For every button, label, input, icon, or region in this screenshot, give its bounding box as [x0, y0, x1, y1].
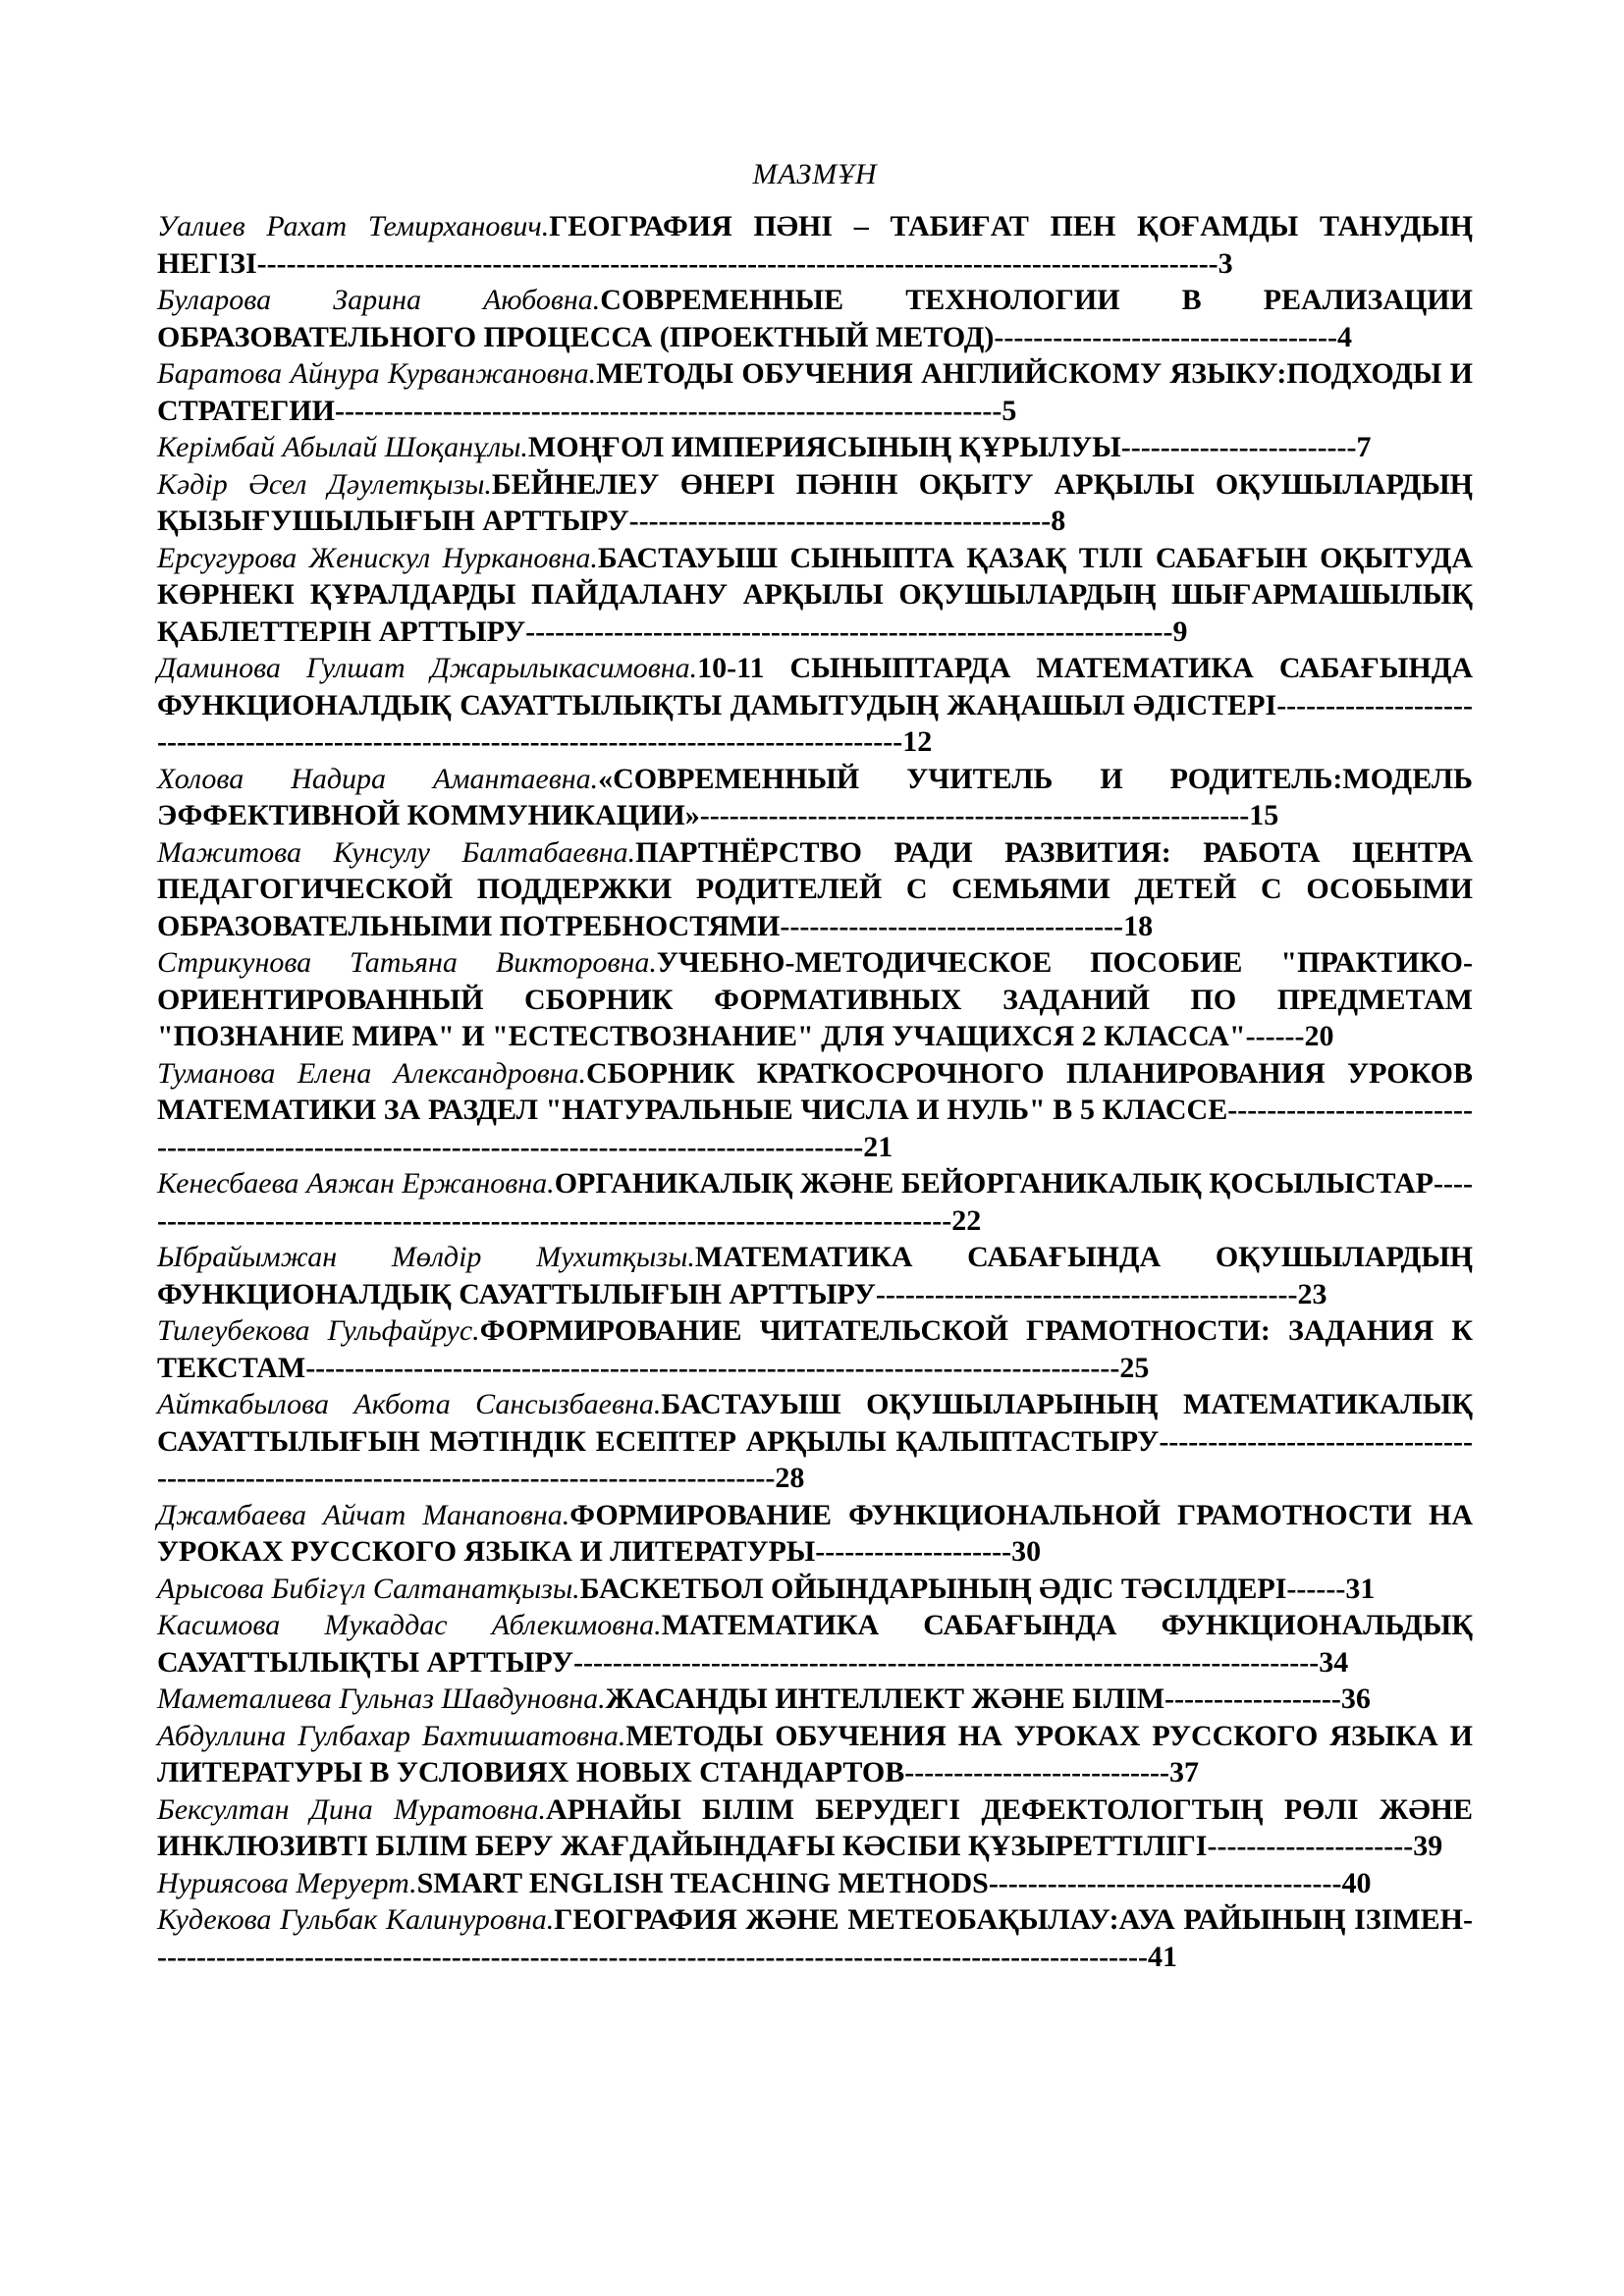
toc-entry-author: Баратова Айнура Курванжановна. — [157, 357, 597, 390]
toc-entry — [157, 540, 1473, 651]
toc-entry-page-number: 8 — [1051, 505, 1066, 537]
toc-entry — [157, 1607, 1473, 1681]
toc-entry-title: СБОРНИК КРАТКОСРОЧНОГО ПЛАНИРОВАНИЯ УРОКОВ МАТЕМАТИКИ ЗА РАЗДЕЛ "НАТУРАЛЬНЫЕ ЧИСЛА И НУЛЬ" В 5 КЛАССЕ — [157, 1056, 1473, 1126]
toc-entry-title: СОВРЕМЕННЫЕ ТЕХНОЛОГИИ В РЕАЛИЗАЦИИ ОБРАЗОВАТЕЛЬНОГО ПРОЦЕССА (ПРОЕКТНЫЙ МЕТОД) — [157, 284, 1473, 353]
toc-entry-page-number: 4 — [1337, 320, 1353, 353]
toc-entry-page-number: 28 — [775, 1462, 805, 1494]
toc-entry-title: ФОРМИРОВАНИЕ ЧИТАТЕЛЬСКОЙ ГРАМОТНОСТИ: ЗАДАНИЯ К ТЕКСТАМ — [157, 1314, 1474, 1384]
toc-entry-title: МАТЕМАТИКА САБАҒЫНДА ОҚУШЫЛАРДЫҢ ФУНКЦИОНАЛДЫҚ САУАТТЫЛЫҒЫН АРТТЫРУ — [157, 1241, 1473, 1310]
toc-entry-title: SMART ENGLISH TEACHING METHODS — [416, 1866, 989, 1899]
toc-entry — [157, 1791, 1473, 1865]
toc-entry-author: Арысова Бибігүл Салтанатқызы. — [157, 1572, 580, 1605]
toc-entry-page-number: 36 — [1340, 1682, 1371, 1715]
toc-entry-page-number: 31 — [1345, 1572, 1376, 1605]
toc-entry-author: Мажитова Кунсулу Балтабаевна. — [157, 835, 636, 869]
toc-entry-author: Холова Надира Амантаевна. — [157, 762, 599, 795]
toc-entry-page-number: 9 — [1172, 614, 1188, 648]
toc-entry — [157, 1386, 1473, 1497]
toc-entry-author: Кәдір Әсел Дәулетқызы. — [157, 467, 492, 501]
toc-entry — [157, 1865, 1473, 1902]
page-title: МАЗМҰН — [752, 158, 878, 190]
toc-entry-leader: -------------------------------------------------------------------------------------------------- — [256, 246, 1218, 280]
toc-entry-page-number: 5 — [1001, 394, 1017, 427]
toc-entry-leader: ----------------------------------- — [994, 320, 1338, 353]
toc-entry-title: ФОРМИРОВАНИЕ ФУНКЦИОНАЛЬНОЙ ГРАМОТНОСТИ НА УРОКАХ РУССКОГО ЯЗЫКА И ЛИТЕРАТУРЫ — [157, 1498, 1473, 1568]
toc-entry-author: Джамбаева Айчат Манаповна. — [157, 1498, 570, 1531]
toc-entry-page-number: 37 — [1169, 1756, 1200, 1789]
toc-entry-author: Ерсугурова Женискул Нуркановна. — [157, 541, 598, 574]
toc-entry-leader: ------------------------------------------- — [628, 505, 1052, 537]
toc-entry-author: Кудекова Гульбак Калинуровна. — [157, 1903, 555, 1936]
toc-entry — [157, 1055, 1473, 1166]
toc-entry-title: БАСТАУЫШ ОҚУШЫЛАРЫНЫҢ МАТЕМАТИКАЛЫҚ САУАТТЫЛЫҒЫН МӘТІНДІК ЕСЕПТЕР АРҚЫЛЫ ҚАЛЫПТАСТЫРУ — [157, 1388, 1473, 1458]
toc-entry — [157, 944, 1473, 1055]
toc-entry-page-number: 40 — [1341, 1866, 1372, 1899]
toc-entry-author: Керімбай Абылай Шоқанұлы. — [157, 431, 528, 463]
toc-entry-leader: -------------------------------------------------------------------- — [334, 394, 1002, 427]
toc-entry-leader: ------------------------------------ — [988, 1866, 1342, 1899]
toc-entry — [157, 282, 1473, 355]
toc-entry-page-number: 25 — [1119, 1351, 1150, 1384]
toc-entry-page-number: 22 — [951, 1203, 982, 1237]
toc-entry-title: БАСКЕТБОЛ ОЙЫНДАРЫНЫҢ ӘДІС ТӘСІЛДЕРІ — [579, 1572, 1287, 1605]
toc-entry-page-number: 20 — [1304, 1020, 1334, 1052]
toc-entry-title: БЕЙНЕЛЕУ ӨНЕРІ ПӘНІН ОҚЫТУ АРҚЫЛЫ ОҚУШЫЛАРДЫҢ ҚЫЗЫҒУШЫЛЫҒЫН АРТТЫРУ — [157, 467, 1473, 537]
toc-entry-leader: ------------------------------------------- — [875, 1277, 1298, 1310]
toc-entry-page-number: 41 — [1148, 1940, 1178, 1973]
toc-entry — [157, 761, 1473, 834]
document-page — [157, 155, 1473, 1975]
toc-entry-leader: -------------------- — [815, 1535, 1012, 1568]
toc-entry-title: ПАРТНЁРСТВО РАДИ РАЗВИТИЯ: РАБОТА ЦЕНТРА ПЕДАГОГИЧЕСКОЙ ПОДДЕРЖКИ РОДИТЕЛЕЙ С СЕМЬЯМИ ДЕТЕЙ С ОСОБЫМИ ОБРАЗОВАТЕЛЬНЫМИ ПОТРЕБНОСТЯМИ — [157, 835, 1474, 942]
toc-entry-title: ЖАСАНДЫ ИНТЕЛЛЕКТ ЖӘНЕ БІЛІМ — [605, 1682, 1165, 1715]
toc-entry-title: ГЕОГРАФИЯ ЖӘНЕ МЕТЕОБАҚЫЛАУ:АУА РАЙЫНЫҢ ІЗІМЕН — [554, 1903, 1463, 1936]
toc-entry-title: АРНАЙЫ БІЛІМ БЕРУДЕГІ ДЕФЕКТОЛОГТЫҢ РӨЛІ ЖӘНЕ ИНКЛЮЗИВТІ БІЛІМ БЕРУ ЖАҒДАЙЫНДАҒЫ КӘСІБИ ҚҰЗЫРЕТТІЛІГІ — [157, 1792, 1473, 1862]
toc-entry-author: Тилеубекова Гульфайрус. — [157, 1314, 480, 1347]
toc-entry-title: МАТЕМАТИКА САБАҒЫНДА ФУНКЦИОНАЛЬДЫҚ САУАТТЫЛЫҚТЫ АРТТЫРУ — [157, 1609, 1473, 1679]
toc-entry-leader: ------ — [1286, 1572, 1346, 1605]
toc-entry-leader: ------------------------------------------------------------------------------------------------- — [157, 1094, 1473, 1163]
toc-entry-page-number: 39 — [1413, 1830, 1443, 1862]
toc-entry-author: Даминова Гулшат Джарылыкасимовна. — [157, 652, 698, 684]
toc-entry-title: «СОВРЕМЕННЫЙ УЧИТЕЛЬ И РОДИТЕЛЬ:МОДЕЛЬ ЭФФЕКТИВНОЙ КОММУНИКАЦИИ» — [157, 762, 1473, 831]
toc-entry-author: Бексултан Дина Муратовна. — [157, 1792, 547, 1826]
toc-entry-leader: ----------------------------------------------------------------------------------------------- — [157, 1424, 1473, 1494]
toc-entry-page-number: 3 — [1218, 246, 1233, 280]
toc-entry — [157, 834, 1473, 945]
toc-entry-leader: ----------------------------------------------------------------------------------- — [305, 1351, 1120, 1384]
toc-entry-leader: ------ — [1245, 1020, 1305, 1052]
toc-entry — [157, 429, 1473, 466]
toc-entry-author: Уалиев Рахат Темирханович. — [157, 210, 550, 242]
toc-entry — [157, 1571, 1473, 1608]
toc-entry — [157, 1681, 1473, 1718]
toc-entry-leader: ----------------------------------- — [780, 909, 1124, 942]
toc-entry-leader: ------------------ — [1164, 1682, 1341, 1715]
toc-entry-page-number: 30 — [1011, 1535, 1042, 1568]
toc-entry-title: МЕТОДЫ ОБУЧЕНИЯ АНГЛИЙСКОМУ ЯЗЫКУ:ПОДХОДЫ И СТРАТЕГИИ — [157, 357, 1474, 427]
toc-entry — [157, 208, 1473, 282]
toc-entry — [157, 1312, 1473, 1386]
toc-entry-author: Кенесбаева Аяжан Ержановна. — [157, 1167, 555, 1200]
toc-entry — [157, 1497, 1473, 1571]
toc-entry-leader: ------------------------------------------------------------------------------------------------------ — [157, 1903, 1473, 1973]
toc-entry-page-number: 34 — [1319, 1645, 1349, 1679]
toc-entry — [157, 1901, 1473, 1975]
toc-entry-title: БАСТАУЫШ СЫНЫПТА ҚАЗАҚ ТІЛІ САБАҒЫН ОҚЫТУДА КӨРНЕКІ ҚҰРАЛДАРДЫ ПАЙДАЛАНУ АРҚЫЛЫ ОҚУШЫЛАРДЫҢ ШЫҒАРМАШЫЛЫҚ ҚАБЛЕТТЕРІН АРТТЫРУ — [157, 541, 1473, 648]
toc-entry-leader: ------------------------------------------------------------------------------------- — [157, 1167, 1473, 1237]
toc-entry-author: Маметалиева Гульназ Шавдуновна. — [157, 1682, 606, 1715]
toc-entry-author: Айткабылова Акбота Сансызбаевна. — [157, 1388, 662, 1420]
toc-entry-page-number: 12 — [902, 725, 933, 758]
toc-entry-author: Касимова Мукаддас Аблекимовна. — [157, 1609, 662, 1641]
toc-entry — [157, 650, 1473, 761]
toc-entry — [157, 1165, 1473, 1239]
toc-entry-leader: ------------------------ — [1120, 431, 1357, 463]
toc-entry-title: МОҢҒОЛ ИМПЕРИЯСЫНЫҢ ҚҰРЫЛУЫ — [527, 431, 1121, 463]
toc-entry-leader: ------------------------------------------------------------------------------------------------ — [157, 688, 1473, 758]
toc-entry-title: УЧЕБНО-МЕТОДИЧЕСКОЕ ПОСОБИЕ "ПРАКТИКО-ОРИЕНТИРОВАННЫЙ СБОРНИК ФОРМАТИВНЫХ ЗАДАНИЙ ПО ПРЕДМЕТАМ "ПОЗНАНИЕ МИРА" И "ЕСТЕСТВОЗНАНИЕ" ДЛЯ УЧАЩИХСЯ 2 КЛАССА" — [157, 946, 1473, 1052]
toc-entry-page-number: 15 — [1249, 799, 1279, 831]
toc-entry-author: Нуриясова Меруерт. — [157, 1866, 417, 1899]
toc-entry-page-number: 23 — [1297, 1277, 1327, 1310]
toc-entry-leader: -------------------------------------------------------- — [699, 799, 1250, 831]
toc-entry-author: Буларова Зарина Аюбовна. — [157, 284, 601, 316]
toc-entry-title: МЕТОДЫ ОБУЧЕНИЯ НА УРОКАХ РУССКОГО ЯЗЫКА И ЛИТЕРАТУРЫ В УСЛОВИЯХ НОВЫХ СТАНДАРТОВ — [157, 1719, 1473, 1789]
toc-entry — [157, 466, 1473, 540]
toc-entry-title: ОРГАНИКАЛЫҚ ЖӘНЕ БЕЙОРГАНИКАЛЫҚ ҚОСЫЛЫСТАР — [554, 1167, 1435, 1200]
toc-entry — [157, 355, 1473, 429]
toc-entry-leader: --------------------------- — [904, 1756, 1170, 1789]
toc-entry-author: Абдуллина Гулбахар Бахтишатовна. — [157, 1719, 626, 1752]
toc-entry-author: Туманова Елена Александровна. — [157, 1056, 587, 1090]
toc-entry-title: ГЕОГРАФИЯ ПӘНІ – ТАБИҒАТ ПЕН ҚОҒАМДЫ ТАНУДЫҢ НЕГІЗІ — [157, 210, 1473, 280]
toc-entry-author: Ыбрайымжан Мөлдір Мухитқызы. — [157, 1241, 695, 1273]
toc-entry — [157, 1239, 1473, 1312]
toc-entry-leader: ---------------------------------------------------------------------------- — [572, 1645, 1320, 1679]
toc-entry-title: 10-11 СЫНЫПТАРДА МАТЕМАТИКА САБАҒЫНДА ФУНКЦИОНАЛДЫҚ САУАТТЫЛЫҚТЫ ДАМЫТУДЫҢ ЖАҢАШЫЛ ӘДІСТЕРІ — [157, 652, 1473, 721]
toc-entry-page-number: 18 — [1123, 909, 1154, 942]
toc-entry-leader: --------------------- — [1207, 1830, 1414, 1862]
toc-entry — [157, 1718, 1473, 1791]
toc-entry-author: Стрикунова Татьяна Викторовна. — [157, 946, 657, 979]
toc-entry-page-number: 7 — [1356, 431, 1372, 463]
toc-entry-page-number: 21 — [863, 1130, 893, 1163]
table-of-contents — [157, 208, 1473, 1975]
toc-entry-leader: ------------------------------------------------------------------ — [525, 614, 1173, 648]
